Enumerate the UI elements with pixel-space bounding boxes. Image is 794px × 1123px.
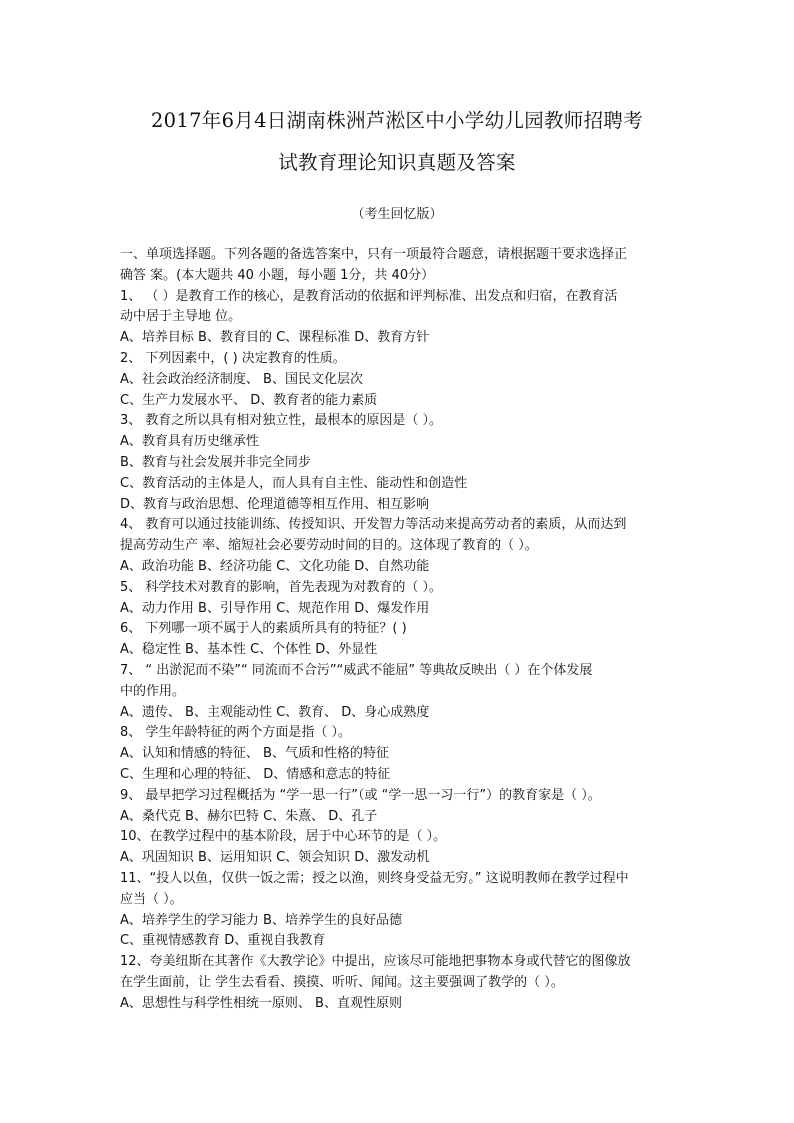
text-line: C、重视情感教育 D、重视自我教育 xyxy=(120,933,326,949)
text-line: A、认知和情感的特征、 B、气质和性格的特征 xyxy=(120,746,389,762)
text-line: 提高劳动生产 率、缩短社会必要劳动时间的目的。这体现了教育的（ ）。 xyxy=(120,538,538,554)
text-line: 在学生面前，让 学生去看看、摸摸、听听、闻闻。这主要强调了教学的（ ）。 xyxy=(120,974,564,990)
text-line: 动中居于主导地 位。 xyxy=(120,309,242,325)
document-body xyxy=(120,245,680,1014)
text-line: 3、 教育之所以具有相对独立性，最根本的原因是（ ）。 xyxy=(120,413,443,429)
text-line: A、遗传、 B、主观能动性 C、教育、 D、身心成熟度 xyxy=(120,704,430,720)
text-line: B、教育与社会发展并非完全同步 xyxy=(120,454,311,470)
document-subtitle: （考生回忆版） xyxy=(351,207,443,222)
text-line: A、培养目标 B、教育目的 C、课程标准 D、教育方针 xyxy=(120,330,430,346)
text-line: A、社会政治经济制度、 B、国民文化层次 xyxy=(120,371,363,387)
text-line: 8、 学生年龄特征的两个方面是指（ ）。 xyxy=(120,725,352,741)
text-line: 确答 案。(本大题共 40 小题，每小题 1分，共 40分） xyxy=(120,267,435,283)
text-line: 应当（ ）。 xyxy=(120,891,183,907)
document-title-line-1: 2017年6月4日湖南株洲芦淞区中小学幼儿园教师招聘考 xyxy=(150,109,644,132)
document-title-line-2: 试教育理论知识真题及答案 xyxy=(278,151,516,174)
text-line: A、政治功能 B、经济功能 C、文化功能 D、自然功能 xyxy=(120,558,430,574)
text-line: A、巩固知识 B、运用知识 C、领会知识 D、激发动机 xyxy=(120,850,430,866)
text-line: 一、单项选择题。下列各题的备选答案中，只有一项最符合题意，请根据题干要求选择正 xyxy=(120,247,628,262)
text-line: A、教育具有历史继承性 xyxy=(120,434,259,450)
text-line: 7、 “ 出淤泥而不染”“ 同流而不合污”“威武不能屈” 等典故反映出（ ）在个体发展 xyxy=(120,662,593,678)
text-line: 10、在教学过程中的基本阶段，居于中心环节的是（ ）。 xyxy=(120,829,447,845)
text-line: C、生产力发展水平、 D、教育者的能力素质 xyxy=(120,392,378,408)
text-line: 2、 下列因素中，( ) 决定教育的性质。 xyxy=(120,350,346,366)
text-line: 5、 科学技术对教育的影响，首先表现为对教育的（ ）。 xyxy=(120,579,443,595)
text-line: 9、 最早把学习过程概括为 “学一思一行”（或 “学一思一习一行”）的教育家是（ ）。 xyxy=(120,787,601,803)
text-line: D、教育与政治思想、伦理道德等相互作用、相互影响 xyxy=(120,496,430,512)
text-line: A、稳定性 B、基本性 C、个体性 D、外显性 xyxy=(120,642,378,658)
text-line: 12、夸美纽斯在其著作《大教学论》中提出，应该尽可能地把事物本身或代替它的图像放 xyxy=(120,954,631,970)
text-line: A、培养学生的学习能力 B、培养学生的良好品德 xyxy=(120,912,402,928)
text-line: 11、“投人以鱼，仅供一饭之需；授之以渔，则终身受益无穷。” 这说明教师在教学过程中 xyxy=(120,870,629,886)
text-line: C、教育活动的主体是人，而人具有自主性、能动性和创造性 xyxy=(120,475,468,491)
text-line: A、动力作用 B、引导作用 C、规范作用 D、爆发作用 xyxy=(120,600,430,616)
text-line: A、桑代克 B、赫尔巴特 C、朱熹、 D、孔子 xyxy=(120,808,378,824)
text-line: 4、 教育可以通过技能训练、传授知识、开发智力等活动来提高劳动者的素质，从而达到 xyxy=(120,517,627,533)
text-line: 1、 （ ）是教育工作的核心，是教育活动的依据和评判标准、出发点和归宿，在教育活 xyxy=(120,288,618,304)
text-line: 6、 下列哪一项不属于人的素质所具有的特征？( ) xyxy=(120,621,407,637)
text-line: C、生理和心理的特征、 D、情感和意志的特征 xyxy=(120,766,391,782)
text-line: A、思想性与科学性相统一原则、 B、直观性原则 xyxy=(120,995,402,1011)
text-line: 中的作用。 xyxy=(120,683,186,699)
